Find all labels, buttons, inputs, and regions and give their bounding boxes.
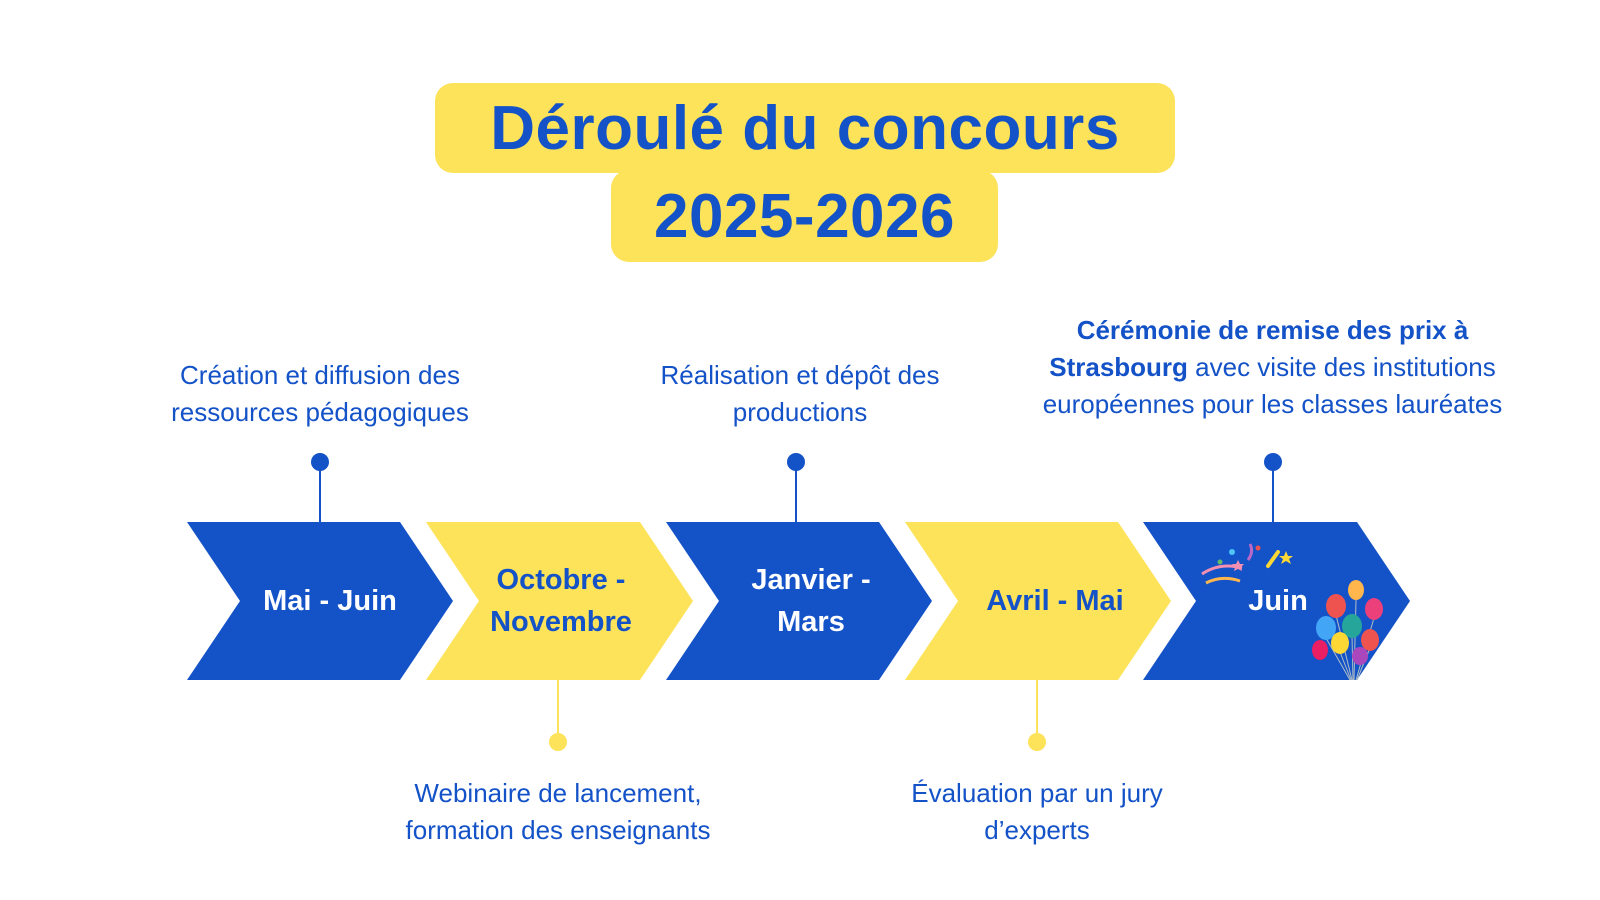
connector-dot-5 [1264,453,1282,471]
note-below-2-line1: Webinaire de lancement, [414,778,702,808]
segment-label-1-text: Mai - Juin [263,585,397,617]
segment-label-2-line2: Novembre [490,606,632,638]
connector-dot-3 [787,453,805,471]
segment-label-3-line1: Janvier - [751,564,871,596]
note-above-1-line2: ressources pédagogiques [171,397,469,427]
note-below-4-line2: d’experts [984,815,1090,845]
note-above-3-line2: productions [732,397,868,427]
note-above-5 [980,312,1565,423]
note-above-1-line1: Création et diffusion des [180,360,460,390]
connector-stem-1 [319,462,321,522]
note-below-2-line2: formation des enseignants [405,815,711,845]
note-above-3-line1: Réalisation et dépôt des [660,360,940,390]
connector-dot-1 [311,453,329,471]
note-below-4 [817,775,1257,849]
segment-label-2 [466,522,656,680]
segment-label-1 [240,522,420,680]
connector-stem-5 [1272,462,1274,522]
segment-label-3 [716,522,906,680]
connector-dot-4 [1028,733,1046,751]
connector-stem-3 [795,462,797,522]
note-below-4-line1: Évaluation par un jury [911,778,1163,808]
connector-dot-2 [549,733,567,751]
note-below-2 [338,775,778,849]
segment-label-5-text: Juin [1248,585,1308,617]
note-above-5-bold2: Strasbourg [1049,352,1188,382]
note-above-5-line3: européennes pour les classes lauréates [1042,389,1503,419]
note-above-5-bold1: Cérémonie de remise des prix à [1076,315,1469,345]
note-above-3 [580,357,1020,431]
note-above-5-rest2: avec visite des institutions [1187,352,1496,382]
title-text-2: 2025-2026 [654,181,955,251]
segment-label-4-text: Avril - Mai [986,585,1124,617]
segment-label-4 [960,522,1150,680]
title-text-1: Déroulé du concours [490,93,1120,163]
note-above-1 [100,357,540,431]
segment-label-3-line2: Mars [777,606,845,638]
segment-label-2-line1: Octobre - [496,564,626,596]
segment-label-5 [1228,522,1328,680]
